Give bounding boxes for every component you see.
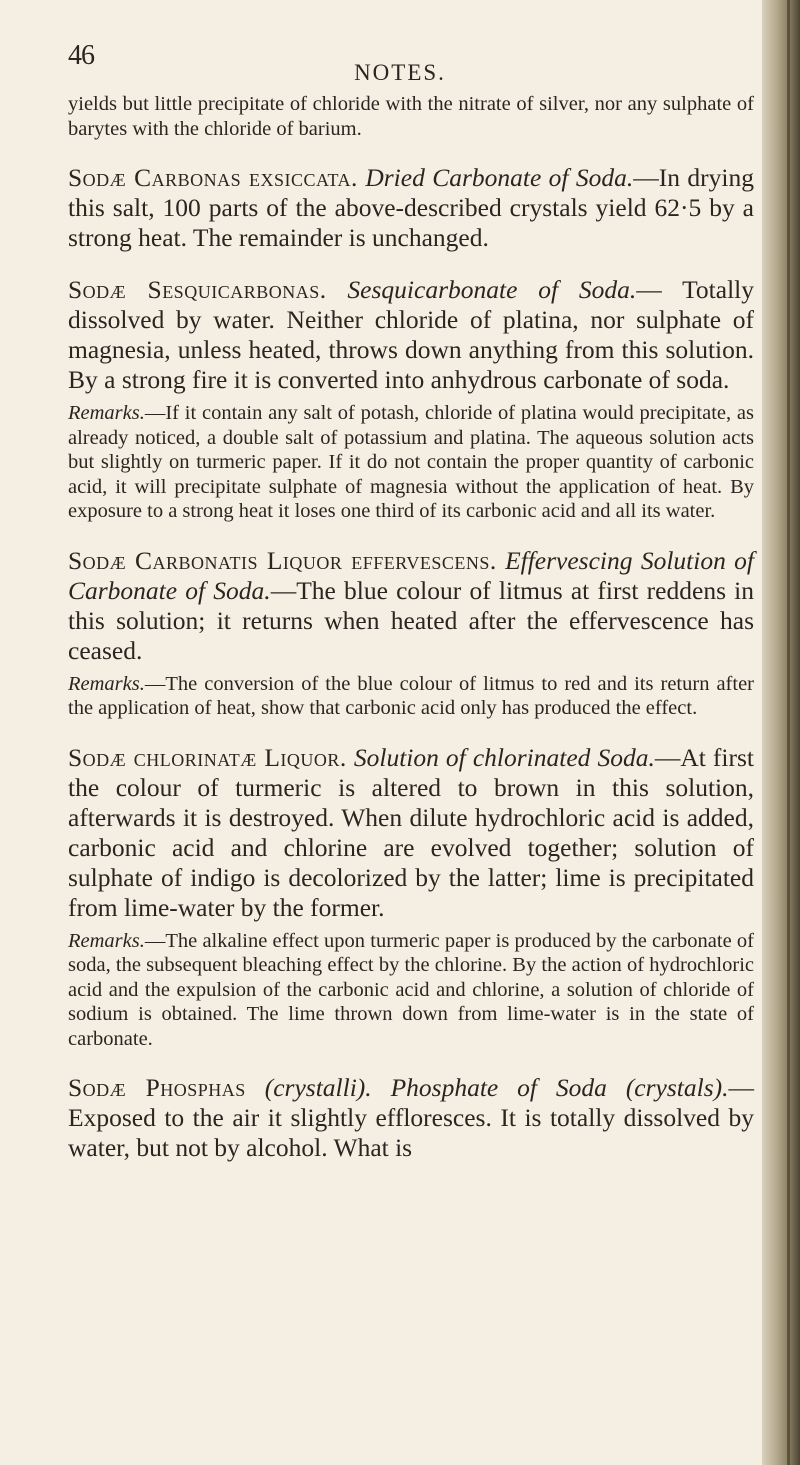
entry-sodae-sesquicarbonas bbox=[68, 275, 754, 395]
entry-sodae-chlorinatae-liquor bbox=[68, 743, 754, 923]
entry-sodae-phosphas bbox=[68, 1073, 754, 1163]
entry-title: Sodæ Sesquicarbonas. bbox=[68, 275, 327, 304]
entry-sodae-carbonatis-liquor bbox=[68, 546, 754, 666]
entry-body: —Exposed to the air it slightly effloresces. It is totally dissolved by water, but not by alcohol. What is bbox=[68, 1073, 755, 1162]
running-head: NOTES. bbox=[354, 60, 446, 85]
entry-title: Sodæ Phosphas bbox=[68, 1073, 246, 1102]
entry-english-title: Dried Carbonate of Soda. bbox=[365, 163, 634, 192]
paragraph-continuation bbox=[68, 92, 754, 141]
remarks-carbonatis-liquor bbox=[68, 672, 754, 721]
remarks-body: —If it contain any salt of potash, chloride of platina would precipitate, as already noticed, a double salt of potassium and platina. The aqueous solution acts but slightly on turmeric paper. If it do not contain the proper quantity of carbonic acid, it will precipitate sulphate of magnesia without the application of heat. By exposure to a strong heat it loses one third of its carbonic acid and all its water. bbox=[68, 402, 754, 522]
entry-english-title: Effervescing Solution of Carbonate of Soda. bbox=[68, 545, 755, 605]
paragraph-body: yields but little precipitate of chloride with the nitrate of silver, nor any sulphate of barytes with the chloride of barium. bbox=[68, 93, 754, 140]
entry-english-title: Phosphate of Soda (crystals). bbox=[390, 1073, 729, 1102]
remarks-chlorinatae-liquor bbox=[68, 929, 754, 1052]
remarks-sesquicarbonas bbox=[68, 401, 754, 524]
entry-body: —In drying this salt, 100 parts of the above-described crystals yield 62·5 by a strong heat. The remainder is unchanged. bbox=[68, 163, 754, 252]
remarks-body: —The conversion of the blue colour of litmus to red and its return after the application of heat, show that carbonic acid only has produced the effect. bbox=[68, 672, 754, 719]
entry-latin-note: (crystalli). bbox=[264, 1073, 372, 1102]
page-number: 46 bbox=[68, 40, 94, 71]
remarks-body: —The alkaline effect upon turmeric paper is produced by the carbonate of soda, the subsequent bleaching effect by the chlorine. By the action of hydrochloric acid and the expulsion of the carbonic acid and chlorine, a solution of chloride of sodium is obtained. The lime thrown down from lime-water is in the state of carbonate. bbox=[68, 929, 754, 1050]
page-edge bbox=[762, 0, 800, 1465]
remarks-label: Remarks. bbox=[68, 402, 145, 424]
entry-title: Sodæ Carbonatis Liquor effervescens. bbox=[68, 545, 497, 575]
entry-body: —At first the colour of turmeric is altered to brown in this solution, afterwards it is destroyed. When dilute hydrochloric acid is added, carbonic acid and chlorine are evolved together; solution of sulphate of indigo is decolorized by the latter; lime is precipitated from lime-water by the former. bbox=[68, 742, 755, 922]
entry-body: —The blue colour of litmus at first reddens in this solution; it returns when heated after the effervescence has ceased. bbox=[68, 575, 755, 665]
entry-body: — Totally dissolved by water. Neither chloride of platina, nor sulphate of magnesia, unless heated, throws down anything from this solution. By a strong fire it is converted into anhydrous carbonate of soda. bbox=[68, 275, 754, 394]
entry-sodae-carbonas-exsiccata bbox=[68, 163, 754, 253]
text-body bbox=[68, 92, 754, 1163]
entry-english-title: Sesquicarbonate of Soda. bbox=[347, 275, 637, 304]
entry-english-title: Solution of chlorinated Soda. bbox=[353, 742, 655, 772]
page-edge-shadow bbox=[787, 0, 790, 1465]
remarks-label: Remarks. bbox=[68, 672, 145, 695]
entry-title: Sodæ Carbonas exsiccata. bbox=[68, 163, 358, 192]
remarks-label: Remarks. bbox=[68, 929, 145, 952]
entry-title: Sodæ chlorinatæ Liquor. bbox=[68, 742, 347, 772]
